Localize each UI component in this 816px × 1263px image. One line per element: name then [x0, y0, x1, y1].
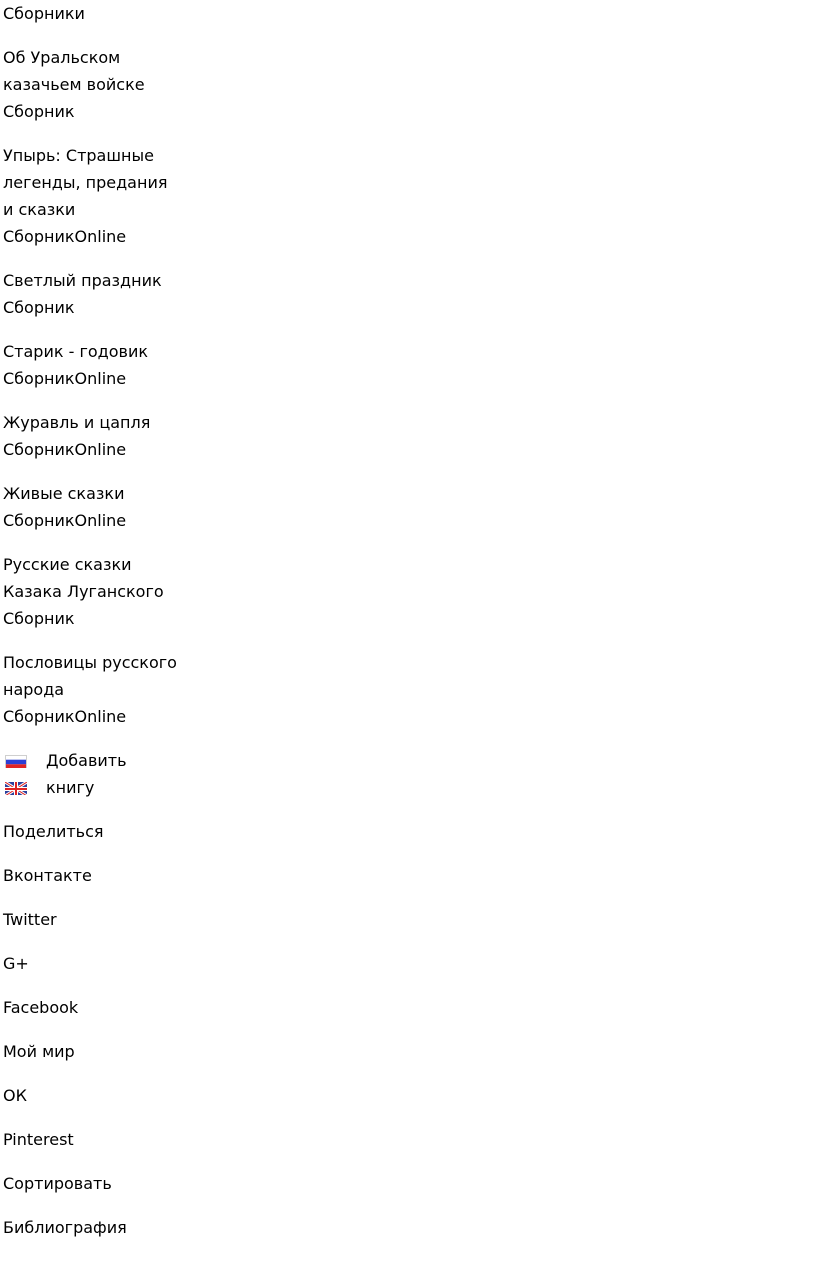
book-title-link[interactable]: [3, 267, 303, 294]
book-type-label: Сборник: [3, 102, 75, 121]
book-type-label: Сборник: [3, 298, 75, 317]
read-online-link[interactable]: Online: [74, 707, 127, 726]
page-content: [3, 0, 303, 1258]
book-title-link[interactable]: [3, 142, 303, 223]
book-item: [3, 44, 303, 125]
read-online-link[interactable]: Online: [74, 511, 127, 530]
collections-title: Сборники: [3, 4, 85, 23]
russia-flag-icon[interactable]: [5, 754, 27, 768]
book-title-line: казачьем войске: [3, 75, 145, 94]
share-link[interactable]: Twitter: [3, 910, 57, 929]
book-list: [3, 44, 303, 730]
book-item: [3, 480, 303, 534]
book-title-line: Русские сказки: [3, 555, 132, 574]
book-item: [3, 142, 303, 250]
book-title-line: легенды, предания: [3, 173, 168, 192]
share-link[interactable]: G+: [3, 954, 29, 973]
book-item: [3, 338, 303, 392]
book-meta: [3, 436, 303, 463]
book-type-label: Сборник: [3, 227, 75, 246]
book-title-link[interactable]: [3, 551, 303, 605]
book-type-label: Сборник: [3, 511, 75, 530]
language-switcher: [3, 747, 303, 801]
book-title-line: Пословицы русского: [3, 653, 177, 672]
book-title-line: народа: [3, 680, 65, 699]
book-item: [3, 649, 303, 730]
book-item: [3, 267, 303, 321]
read-online-link[interactable]: Online: [74, 440, 127, 459]
share-link[interactable]: Facebook: [3, 998, 79, 1017]
book-meta: [3, 605, 303, 632]
book-meta: [3, 703, 303, 730]
book-title-link[interactable]: [3, 649, 303, 703]
book-title-line: Живые сказки: [3, 484, 125, 503]
book-title-line: Упырь: Страшные: [3, 146, 154, 165]
book-type-label: Сборник: [3, 369, 75, 388]
book-title-line: Казака Луганского: [3, 582, 164, 601]
language-flags: [5, 747, 29, 795]
book-title-line: и сказки: [3, 200, 76, 219]
sort-link[interactable]: Сортировать: [3, 1174, 112, 1193]
bibliography-link[interactable]: Библиография: [3, 1218, 127, 1237]
add-book-line: книгу: [46, 778, 95, 797]
share-link[interactable]: Pinterest: [3, 1130, 74, 1149]
read-online-link[interactable]: Online: [74, 227, 127, 246]
book-title-link[interactable]: [3, 44, 303, 98]
book-title-link[interactable]: [3, 480, 303, 507]
book-title-line: Журавль и цапля: [3, 413, 151, 432]
share-link[interactable]: Вконтакте: [3, 866, 92, 885]
book-item: [3, 409, 303, 463]
book-title-line: Старик - годовик: [3, 342, 148, 361]
book-meta: [3, 507, 303, 534]
add-book-line: Добавить: [46, 751, 127, 770]
book-type-label: Сборник: [3, 609, 75, 628]
book-meta: [3, 98, 303, 125]
book-meta: [3, 365, 303, 392]
book-title-line: Об Уральском: [3, 48, 121, 67]
share-title: Поделиться: [3, 822, 104, 841]
share-link[interactable]: ОК: [3, 1086, 27, 1105]
book-title-line: Светлый праздник: [3, 271, 162, 290]
book-title-link[interactable]: [3, 338, 303, 365]
book-type-label: Сборник: [3, 707, 75, 726]
uk-flag-icon[interactable]: [5, 781, 27, 795]
read-online-link[interactable]: Online: [74, 369, 127, 388]
share-list: [3, 862, 303, 1153]
share-link[interactable]: Мой мир: [3, 1042, 75, 1061]
book-meta: [3, 223, 303, 250]
book-type-label: Сборник: [3, 440, 75, 459]
book-item: [3, 551, 303, 632]
book-title-link[interactable]: [3, 409, 303, 436]
add-book-link[interactable]: [46, 747, 127, 801]
book-meta: [3, 294, 303, 321]
